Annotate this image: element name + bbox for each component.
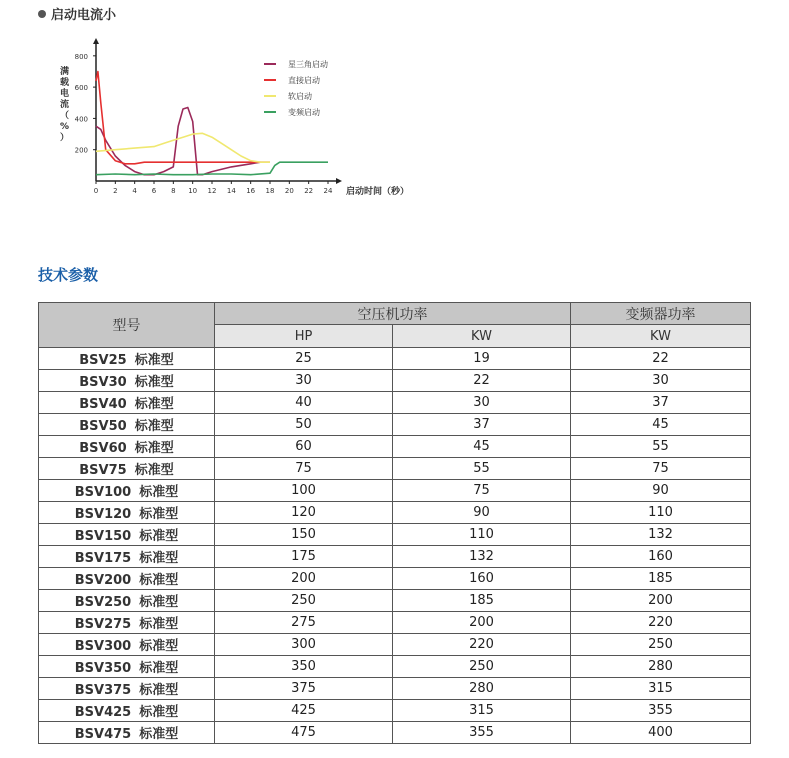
x-tick-label: 22: [304, 187, 314, 195]
table-row: [39, 546, 751, 568]
model-type: 标准型: [139, 573, 179, 588]
x-tick-label: 2: [113, 187, 118, 195]
cell-hp: 150: [215, 524, 393, 546]
cell-vfd-kw: 132: [571, 524, 751, 546]
y-tick-label: 200: [74, 146, 88, 155]
x-axis-label: 启动时间（秒）: [346, 187, 410, 197]
cell-vfd-kw: 200: [571, 590, 751, 612]
cell-model: [39, 458, 215, 480]
cell-kw: 132: [393, 546, 571, 568]
model-code: BSV60: [79, 441, 127, 456]
cell-vfd-kw: 110: [571, 502, 751, 524]
cell-kw: 55: [393, 458, 571, 480]
model-code: BSV40: [79, 397, 127, 412]
x-axis-arrow: [336, 178, 342, 184]
table-row: [39, 524, 751, 546]
cell-hp: 300: [215, 634, 393, 656]
header-vfd-power: 变频器功率: [571, 303, 751, 325]
model-code: BSV150: [74, 529, 132, 544]
cell-kw: 220: [393, 634, 571, 656]
section-title: 技术参数: [38, 266, 99, 284]
cell-model: [39, 546, 215, 568]
cell-kw: 185: [393, 590, 571, 612]
cell-kw: 30: [393, 392, 571, 414]
model-type: 标准型: [139, 617, 179, 632]
cell-model: [39, 524, 215, 546]
cell-vfd-kw: 250: [571, 634, 751, 656]
model-type: 标准型: [139, 639, 179, 654]
cell-vfd-kw: 90: [571, 480, 751, 502]
model-type: 标准型: [139, 705, 179, 720]
cell-vfd-kw: 220: [571, 612, 751, 634]
table-row: [39, 480, 751, 502]
legend-label: 直接启动: [288, 76, 320, 85]
cell-hp: 275: [215, 612, 393, 634]
model-type: 标准型: [139, 683, 179, 698]
model-type: 标准型: [139, 507, 179, 522]
cell-model: [39, 722, 215, 744]
bullet-icon: [38, 10, 46, 18]
header-kw: KW: [393, 325, 571, 348]
cell-vfd-kw: 315: [571, 678, 751, 700]
cell-vfd-kw: 185: [571, 568, 751, 590]
model-code: BSV375: [74, 683, 132, 698]
table-row: [39, 656, 751, 678]
table-row: [39, 348, 751, 370]
cell-hp: 475: [215, 722, 393, 744]
x-tick-label: 12: [207, 187, 217, 195]
y-tick-label: 400: [74, 115, 88, 124]
table-row: [39, 436, 751, 458]
cell-vfd-kw: 37: [571, 392, 751, 414]
model-type: 标准型: [139, 727, 179, 742]
model-type: 标准型: [139, 529, 179, 544]
cell-hp: 375: [215, 678, 393, 700]
x-tick-label: 10: [188, 187, 198, 195]
cell-model: [39, 480, 215, 502]
cell-vfd-kw: 355: [571, 700, 751, 722]
model-type: 标准型: [134, 397, 174, 412]
cell-hp: 75: [215, 458, 393, 480]
table-row: [39, 370, 751, 392]
spec-table-body: [39, 348, 751, 744]
model-code: BSV300: [74, 639, 132, 654]
cell-hp: 425: [215, 700, 393, 722]
cell-hp: 120: [215, 502, 393, 524]
cell-model: [39, 612, 215, 634]
model-code: BSV30: [79, 375, 127, 390]
model-type: 标准型: [134, 375, 174, 390]
cell-kw: 280: [393, 678, 571, 700]
cell-vfd-kw: 30: [571, 370, 751, 392]
section-heading-starting-current: [38, 4, 116, 23]
cell-model: [39, 348, 215, 370]
header-model: 型号: [39, 303, 215, 348]
header-vfd-kw: KW: [571, 325, 751, 348]
cell-model: [39, 392, 215, 414]
table-row: [39, 722, 751, 744]
x-tick-label: 14: [226, 187, 236, 195]
model-code: BSV25: [79, 353, 127, 368]
cell-kw: 315: [393, 700, 571, 722]
cell-hp: 30: [215, 370, 393, 392]
cell-vfd-kw: 400: [571, 722, 751, 744]
table-row: [39, 590, 751, 612]
model-code: BSV200: [74, 573, 132, 588]
cell-hp: 100: [215, 480, 393, 502]
cell-hp: 200: [215, 568, 393, 590]
chart-svg: [48, 36, 428, 206]
cell-model: [39, 634, 215, 656]
cell-hp: 50: [215, 414, 393, 436]
x-tick-label: 6: [151, 187, 157, 195]
model-type: 标准型: [134, 353, 174, 368]
model-code: BSV475: [74, 727, 132, 742]
model-code: BSV350: [74, 661, 132, 676]
table-row: [39, 458, 751, 480]
cell-hp: 175: [215, 546, 393, 568]
series-line: [96, 72, 270, 164]
series-line: [96, 108, 260, 175]
cell-model: [39, 568, 215, 590]
table-row: [39, 502, 751, 524]
spec-table: [38, 302, 751, 744]
model-code: BSV425: [74, 705, 132, 720]
cell-vfd-kw: 160: [571, 546, 751, 568]
model-type: 标准型: [139, 661, 179, 676]
model-code: BSV275: [74, 617, 132, 632]
model-type: 标准型: [139, 551, 179, 566]
cell-model: [39, 436, 215, 458]
cell-hp: 350: [215, 656, 393, 678]
cell-model: [39, 590, 215, 612]
y-tick-label: 600: [74, 84, 88, 93]
table-row: [39, 568, 751, 590]
x-tick-label: 4: [132, 187, 137, 195]
cell-kw: 160: [393, 568, 571, 590]
model-code: BSV75: [79, 463, 127, 478]
cell-vfd-kw: 75: [571, 458, 751, 480]
cell-hp: 250: [215, 590, 393, 612]
cell-kw: 19: [393, 348, 571, 370]
model-type: 标准型: [134, 419, 174, 434]
model-code: BSV50: [79, 419, 127, 434]
x-tick-label: 0: [93, 187, 99, 195]
cell-model: [39, 678, 215, 700]
header-hp: HP: [215, 325, 393, 348]
table-row: [39, 414, 751, 436]
header-compressor-power: 空压机功率: [215, 303, 571, 325]
cell-model: [39, 370, 215, 392]
y-axis-label: 满载电流（%）: [60, 67, 70, 143]
table-row: [39, 612, 751, 634]
legend-label: 星三角启动: [288, 60, 328, 69]
x-tick-label: 8: [171, 187, 176, 195]
cell-kw: 45: [393, 436, 571, 458]
table-row: [39, 634, 751, 656]
y-tick-label: 800: [74, 52, 88, 61]
legend-label: 变频启动: [288, 108, 320, 117]
cell-kw: 75: [393, 480, 571, 502]
cell-model: [39, 656, 215, 678]
starting-current-chart: [48, 36, 428, 206]
series-line: [96, 133, 270, 162]
table-row: [39, 700, 751, 722]
cell-kw: 355: [393, 722, 571, 744]
x-tick-label: 18: [265, 187, 275, 195]
model-code: BSV250: [74, 595, 132, 610]
model-code: BSV120: [74, 507, 132, 522]
model-code: BSV175: [74, 551, 132, 566]
table-row: [39, 392, 751, 414]
model-type: 标准型: [134, 463, 174, 478]
model-type: 标准型: [134, 441, 174, 456]
model-code: BSV100: [74, 485, 132, 500]
cell-kw: 250: [393, 656, 571, 678]
model-type: 标准型: [139, 595, 179, 610]
cell-vfd-kw: 22: [571, 348, 751, 370]
x-tick-label: 20: [284, 187, 294, 195]
model-type: 标准型: [139, 485, 179, 500]
cell-kw: 200: [393, 612, 571, 634]
cell-hp: 25: [215, 348, 393, 370]
cell-kw: 22: [393, 370, 571, 392]
cell-kw: 37: [393, 414, 571, 436]
cell-model: [39, 700, 215, 722]
cell-hp: 60: [215, 436, 393, 458]
cell-vfd-kw: 280: [571, 656, 751, 678]
heading-text: 启动电流小: [51, 8, 117, 23]
cell-hp: 40: [215, 392, 393, 414]
x-tick-label: 24: [323, 187, 333, 195]
table-row: [39, 678, 751, 700]
x-tick-label: 16: [246, 187, 256, 195]
cell-kw: 110: [393, 524, 571, 546]
cell-model: [39, 502, 215, 524]
legend-label: 软启动: [288, 92, 312, 101]
cell-kw: 90: [393, 502, 571, 524]
cell-vfd-kw: 55: [571, 436, 751, 458]
y-axis-arrow: [93, 38, 99, 44]
cell-model: [39, 414, 215, 436]
cell-vfd-kw: 45: [571, 414, 751, 436]
